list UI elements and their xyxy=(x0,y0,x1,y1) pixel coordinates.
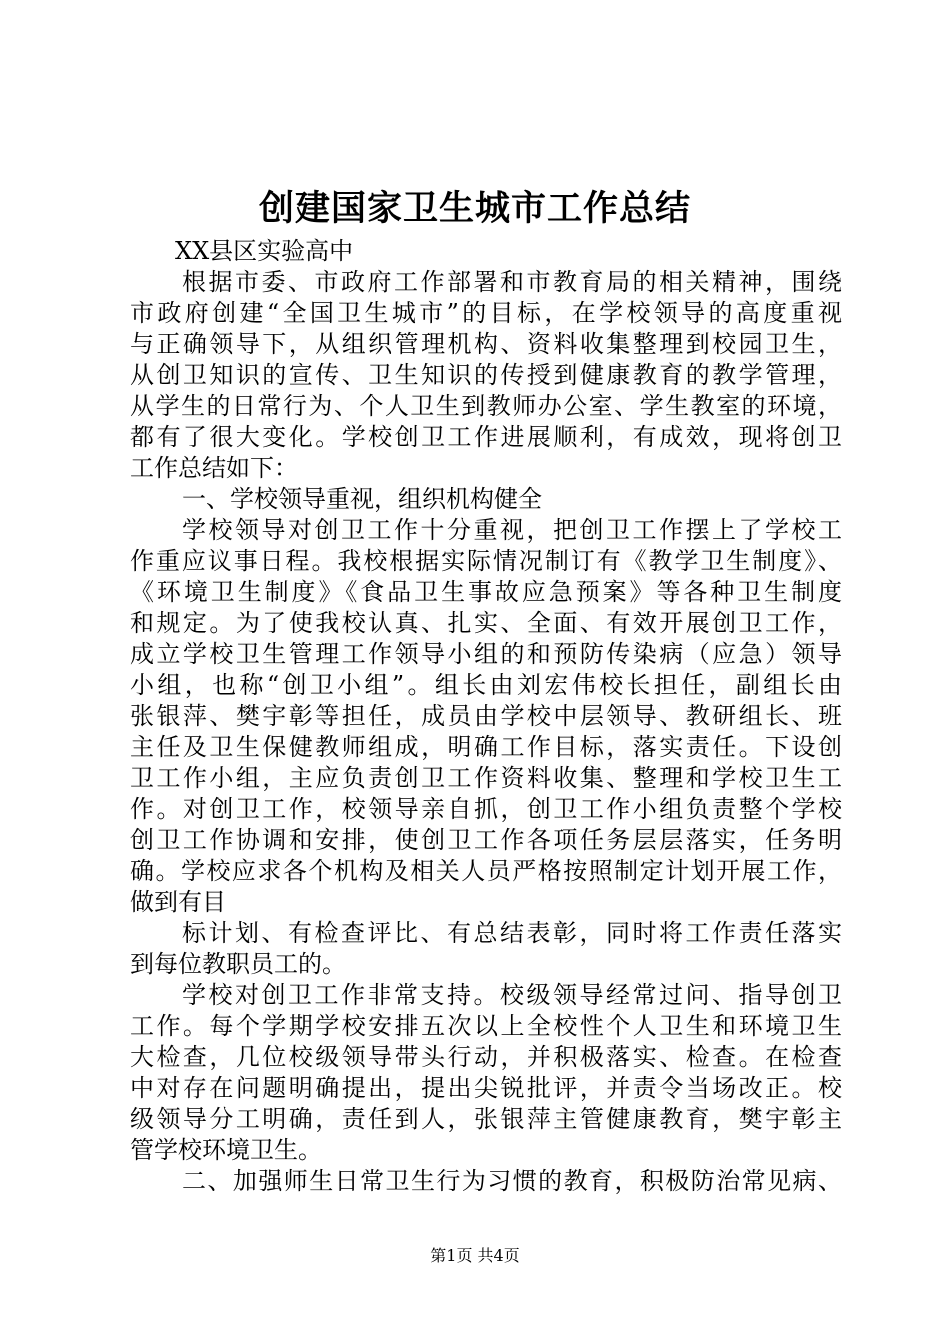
body-line: 创卫工作协调和安排，使创卫工作各项任务层层落实，任务明 xyxy=(130,826,842,854)
body-line: 根据市委、市政府工作部署和市教育局的相关精神，围绕 xyxy=(182,268,842,296)
body-line: 工作。每个学期学校安排五次以上全校性个人卫生和环境卫生 xyxy=(130,1012,842,1040)
body-line: 主任及卫生保健教师组成，明确工作目标，落实责任。下设创 xyxy=(130,733,842,761)
document-title: 创建国家卫生城市工作总结 xyxy=(258,188,691,229)
body-line: 中对存在问题明确提出，提出尖锐批评，并责令当场改正。校 xyxy=(130,1074,842,1102)
body-line: 一、学校领导重视，组织机构健全 xyxy=(182,485,542,513)
body-line: 《环境卫生制度》《食品卫生事故应急预案》等各种卫生制度 xyxy=(130,578,842,606)
document-body xyxy=(130,236,842,1197)
body-line: 卫工作小组，主应负责创卫工作资料收集、整理和学校卫生工 xyxy=(130,764,842,792)
body-line: 学校对创卫工作非常支持。校级领导经常过问、指导创卫 xyxy=(182,981,842,1009)
body-line: 二、加强师生日常卫生行为习惯的教育，积极防治常见病、 xyxy=(182,1167,842,1195)
body-line: 从创卫知识的宣传、卫生知识的传授到健康教育的教学管理， xyxy=(130,361,842,389)
body-line: 从学生的日常行为、个人卫生到教师办公室、学生教室的环境， xyxy=(130,392,842,420)
body-line: 学校领导对创卫工作十分重视，把创卫工作摆上了学校工 xyxy=(182,516,842,544)
body-line: 张银萍、樊宇彰等担任，成员由学校中层领导、教研组长、班 xyxy=(130,702,842,730)
body-line: 管学校环境卫生。 xyxy=(130,1136,322,1164)
body-line: 小组，也称“创卫小组”。组长由刘宏伟校长担任，副组长由 xyxy=(130,671,842,699)
body-line: 级领导分工明确，责任到人，张银萍主管健康教育，樊宇彰主 xyxy=(130,1105,842,1133)
body-line: 作重应议事日程。我校根据实际情况制订有《教学卫生制度》、 xyxy=(130,547,842,575)
body-line: 作。对创卫工作，校领导亲自抓，创卫工作小组负责整个学校 xyxy=(130,795,842,823)
body-line: 和规定。为了使我校认真、扎实、全面、有效开展创卫工作， xyxy=(130,609,842,637)
body-line: 市政府创建“全国卫生城市”的目标，在学校领导的高度重视 xyxy=(130,299,842,327)
page-footer: 第1页 共4页 xyxy=(430,1246,520,1265)
body-line: 与正确领导下，从组织管理机构、资料收集整理到校园卫生， xyxy=(130,330,842,358)
body-line: 大检查，几位校级领导带头行动，并积极落实、检查。在检查 xyxy=(130,1043,842,1071)
body-line: XX县区实验高中 xyxy=(175,237,354,265)
body-line: 做到有目 xyxy=(130,888,226,916)
body-line: 确。学校应求各个机构及相关人员严格按照制定计划开展工作， xyxy=(130,857,842,885)
body-line: 都有了很大变化。学校创卫工作进展顺利，有成效，现将创卫 xyxy=(130,423,842,451)
body-line: 标计划、有检查评比、有总结表彰，同时将工作责任落实 xyxy=(182,919,842,947)
body-line: 成立学校卫生管理工作领导小组的和预防传染病（应急）领导 xyxy=(130,640,842,668)
body-line: 到每位教职员工的。 xyxy=(130,950,346,978)
body-line: 工作总结如下： xyxy=(130,454,298,482)
